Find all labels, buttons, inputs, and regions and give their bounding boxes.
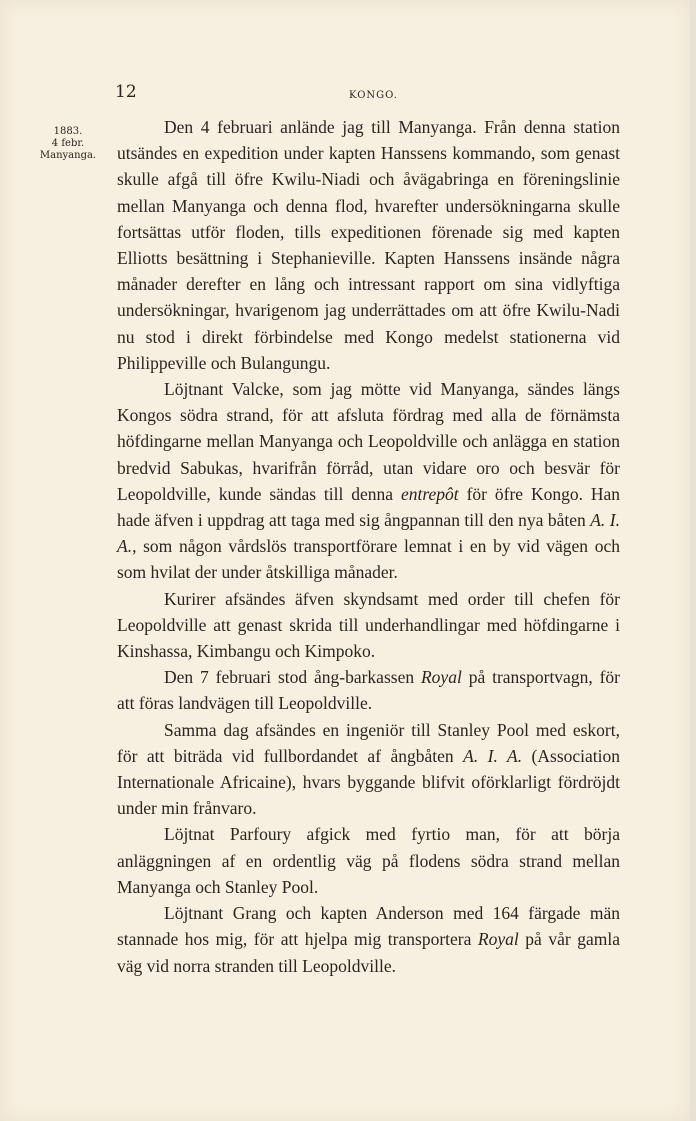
running-header-title: KONGO.: [349, 90, 398, 101]
paragraph-4-text-a: Den 7 februari stod ång-barkassen: [164, 667, 415, 688]
body-text: [117, 114, 620, 979]
paragraph-2: [117, 376, 620, 586]
page-number: 12: [115, 82, 137, 102]
paragraph-2-italic-entrepot: entrepôt: [400, 483, 459, 504]
paragraph-7-text-b: på vår gamla väg vid norra stranden till Leopoldville.: [117, 929, 621, 976]
paragraph-4: [117, 664, 620, 716]
paragraph-1: Den 4 februari anlände jag till Manyanga. Från denna station utsändes en expedition under kapten Hanssens kommando, som genast skulle afgå till öfre Kwilu-Niadi och åvägabringa en föreningslinie mellan Manyanga och denna flod, hvarefter undersökningarna skulle fortsättas utför floden, tills expeditionen förenade sig med kapten Elliotts besättning i Stephanieville. Kapten Hanssens insände några månader derefter en lång och intressant rapport om sina vidlyftiga undersökningar, hvarigenom jag underrättades om att öfre Kwilu-Nadi nu stod i direkt förbindelse med Kongo medelst stationerna vid Philippeville och Bulangungu.: [117, 117, 620, 373]
paragraph-7: [117, 900, 620, 979]
paragraph-5-text-b: (Association Internationale Africaine), hvars byggande blifvit oförklarligt fördröjdt under min frånvaro.: [117, 745, 621, 819]
margin-note-date: 4 febr.: [51, 138, 85, 149]
margin-note: [20, 126, 116, 162]
paragraph-5-text-a: Samma dag afsändes en ingeniör till Stanley Pool med eskort, för att biträda vid fullbordandet af ångbåten: [117, 719, 620, 766]
paragraph-7-text-a: Löjtnant Grang och kapten Anderson med 164 färgade män stannade hos mig, för att hjelpa mig transportera: [117, 903, 620, 950]
paragraph-4-text-b: på transportvagn, för att föras landvägen till Leopoldville.: [117, 667, 620, 714]
paragraph-7-italic-royal: Royal: [477, 929, 519, 950]
paragraph-5-italic-aia: A. I. A.: [463, 745, 523, 766]
margin-note-year: 1883.: [53, 126, 83, 137]
paragraph-2-text-b: för öfre Kongo. Han hade äfven i uppdrag att taga med sig ångpannan till den nya båten: [117, 483, 621, 531]
paragraph-6: Löjtnat Parfoury afgick med fyrtio man, för att börja anläggningen af en ordentlig väg på flodens södra strand mellan Manyanga och Stanley Pool.: [117, 824, 620, 897]
paragraph-3: Kurirer afsändes äfven skyndsamt med order till chefen för Leopoldville att genast skrida till underhandlingar med höfdingarne i Kinshassa, Kimbangu och Kimpoko.: [117, 588, 620, 662]
margin-note-place: Manyanga.: [39, 150, 97, 161]
paragraph-5: [117, 717, 620, 822]
paragraph-2-italic-aia: A. I. A.: [117, 510, 620, 557]
paragraph-4-italic-royal: Royal: [420, 667, 462, 688]
paragraph-2-text-a: Löjtnant Valcke, som jag mötte vid Manyanga, sändes längs Kongos södra strand, för att afsluta fördrag med alla de förnämsta höfdingarne mellan Manyanga och Leopoldville och anlägga en station bredvid Sabukas, hvarifrån förråd, utan vidare oro och besvär för Leopoldville, kunde sändas till denna: [117, 379, 620, 504]
paragraph-2-text-c: , som någon vårdslös transportförare lemnat i en by vid vägen och som hvilat der under åtskilliga månader.: [117, 536, 620, 583]
